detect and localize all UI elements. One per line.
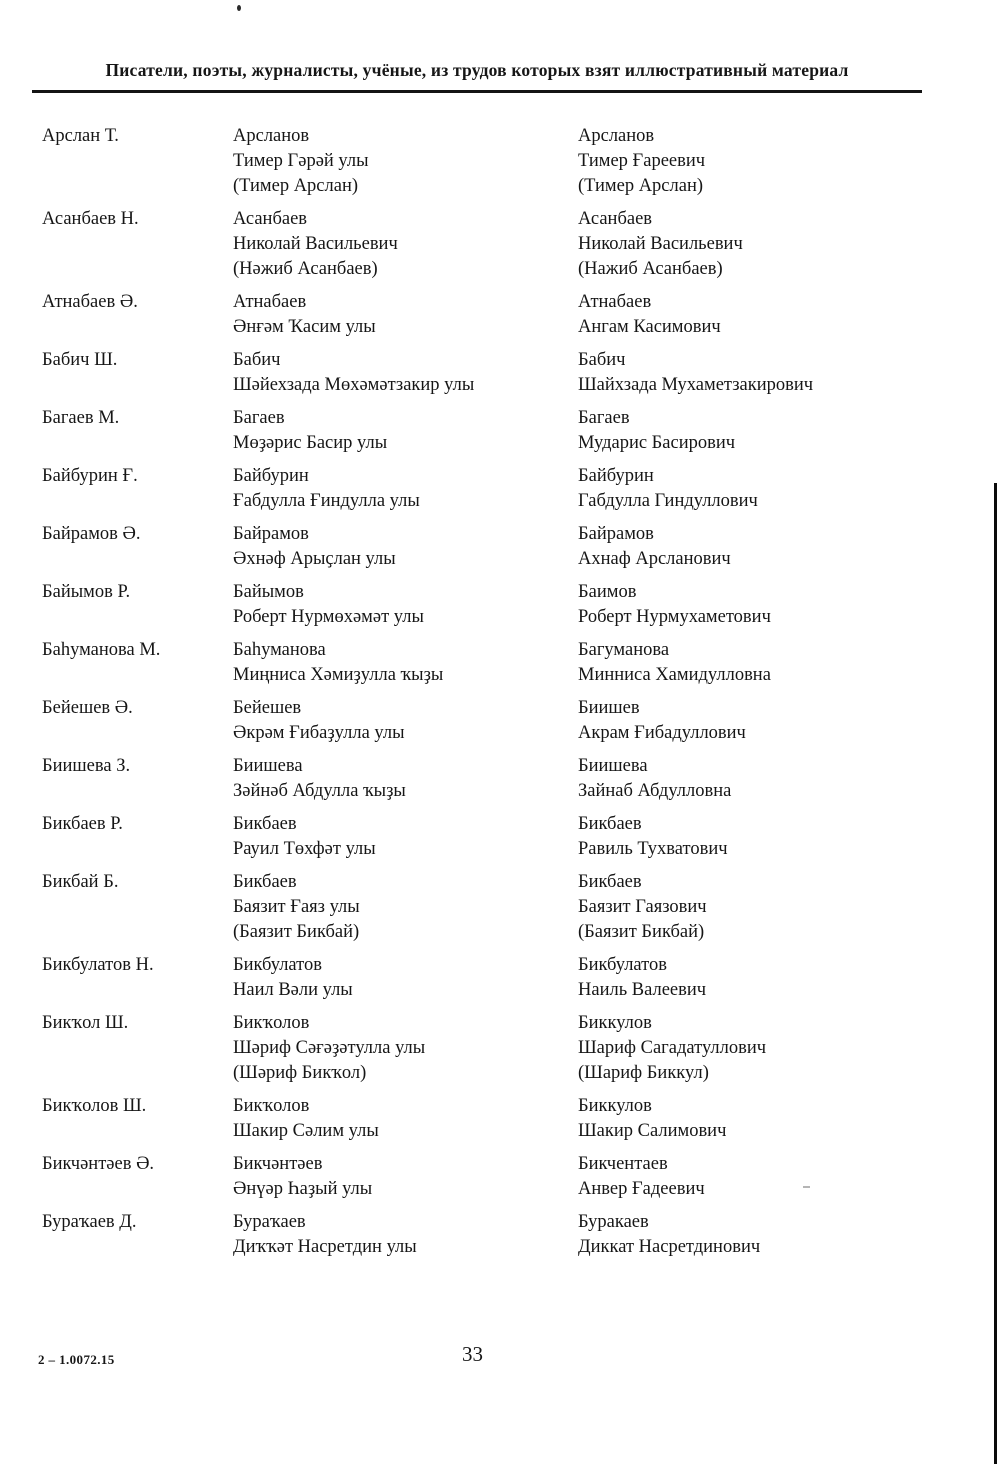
name-line: Байрамов [233,524,309,544]
author-bashkir-name [233,754,578,804]
name-line: Роберт Нурмухаметович [578,607,771,627]
author-russian-name [578,1011,982,1086]
name-line: Биккулов [578,1096,652,1116]
name-line: Бикчентаев [578,1154,668,1174]
author-abbr: Бикчәнтәев Ә. [42,1154,155,1174]
name-line: Шәриф Сәғәҙәтулла улы [233,1038,426,1058]
author-row [42,638,982,688]
author-abbr: Атнабаев Ә. [42,292,138,312]
name-line: (Нажиб Асанбаев) [578,259,723,279]
page-header-title: Писатели, поэты, журналисты, учёные, из трудов которых взят иллюстративный материал [105,60,849,80]
author-russian-name [578,953,982,1003]
name-line: Ахнаф Арсланович [578,549,731,569]
name-line: Байбурин [578,466,654,486]
name-line: Баязит Ғаяз улы [233,897,360,917]
name-line: Байрамов [578,524,654,544]
name-line: (Баязит Бикбай) [578,922,705,942]
name-line: Бейешев [233,698,302,718]
name-line: Минниса Хамидулловна [578,665,771,685]
name-line: Арсланов [578,126,655,146]
name-line: Бикбулатов [578,955,667,975]
name-line: Николай Васильевич [233,234,398,254]
author-bashkir-name [233,348,578,398]
name-line: Габдулла Гиндуллович [578,491,758,511]
name-line: Шариф Сагадатуллович [578,1038,767,1058]
scan-artifact-dot [237,5,241,11]
name-line: Ғабдулла Ғиндулла улы [233,491,420,511]
name-line: Роберт Нурмөхәмәт улы [233,607,424,627]
author-bashkir-name [233,953,578,1003]
name-line: Асанбаев [233,209,308,229]
author-russian-name [578,1152,982,1202]
name-line: Миңниса Хәмиҙулла ҡыҙы [233,665,444,685]
author-russian-name [578,638,982,688]
author-abbr: Бабич Ш. [42,350,118,370]
name-line: Баязит Гаязович [578,897,707,917]
author-row [42,754,982,804]
author-russian-name [578,1094,982,1144]
name-line: Биишева [233,756,303,776]
name-line: Бураҡаев [233,1212,306,1232]
name-line: Әнғәм Ҡасим улы [233,317,376,337]
name-line: Николай Васильевич [578,234,743,254]
name-line: Багуманова [578,640,670,660]
name-line: (Нәжиб Асанбаев) [233,259,378,279]
author-bashkir-name [233,1094,578,1144]
author-row [42,1011,982,1086]
author-russian-name [578,290,982,340]
name-line: Тимер Гәрәй улы [233,151,369,171]
name-line: Әхнәф Арыҫлан улы [233,549,396,569]
author-row [42,522,982,572]
name-line: Рауил Төхфәт улы [233,839,376,859]
author-russian-name [578,522,982,572]
name-line: Шәйехзада Мөхәмәтзакир улы [233,375,475,395]
author-bashkir-name [233,406,578,456]
edition-code: 2 – 1.0072.15 [38,1352,115,1367]
author-row [42,124,982,199]
name-line: (Тимер Арслан) [578,176,704,196]
page-number: 33 [462,1342,483,1366]
author-abbr: Бикҡол Ш. [42,1013,129,1033]
author-abbr: Бураҡаев Д. [42,1212,137,1232]
author-abbr: Бикбулатов Н. [42,955,154,975]
author-abbr: Биишева З. [42,756,131,776]
author-row [42,1094,982,1144]
name-line: Диҡҡәт Насретдин улы [233,1237,417,1257]
name-line: Баһуманова [233,640,326,660]
author-row [42,207,982,282]
name-line: Атнабаев [578,292,652,312]
name-line: Бикбаев [233,872,297,892]
author-row [42,812,982,862]
author-bashkir-name [233,1152,578,1202]
name-line: Баимов [578,582,637,602]
author-row [42,290,982,340]
author-bashkir-name [233,207,578,282]
name-line: (Тимер Арслан) [233,176,359,196]
author-russian-name [578,406,982,456]
name-line: Арсланов [233,126,310,146]
name-line: Байымов [233,582,304,602]
author-russian-name [578,580,982,630]
author-bashkir-name [233,696,578,746]
name-line: Анвер Ғадеевич [578,1179,705,1199]
name-line: (Баязит Бикбай) [233,922,360,942]
scan-edge-line [994,483,997,1464]
author-row [42,464,982,514]
name-line: Мөҙәрис Басир улы [233,433,388,453]
author-russian-name [578,754,982,804]
name-line: Багаев [233,408,285,428]
author-abbr: Бикбаев Р. [42,814,123,834]
name-line: Биишева [578,756,648,776]
author-bashkir-name [233,580,578,630]
author-row [42,870,982,945]
author-bashkir-name [233,812,578,862]
author-russian-name [578,870,982,945]
name-line: Биккулов [578,1013,652,1033]
author-abbr: Байымов Р. [42,582,131,602]
author-abbr: Баһуманова М. [42,640,161,660]
name-line: Ангам Касимович [578,317,721,337]
author-bashkir-name [233,870,578,945]
name-line: Бикҡолов [233,1013,310,1033]
name-line: Шайхзада Мухаметзакирович [578,375,814,395]
name-line: (Шариф Биккул) [578,1063,709,1083]
name-line: Бикҡолов [233,1096,310,1116]
author-row [42,580,982,630]
name-line: Әнүәр Һаҙый улы [233,1179,373,1199]
author-russian-name [578,696,982,746]
name-line: Бикбаев [578,814,642,834]
author-russian-name [578,124,982,199]
author-abbr: Арслан Т. [42,126,119,146]
author-bashkir-name [233,124,578,199]
author-row [42,348,982,398]
author-russian-name [578,1210,982,1260]
name-line: (Шәриф Бикҡол) [233,1063,367,1083]
author-russian-name [578,207,982,282]
author-russian-name [578,464,982,514]
name-line: Бабич [233,350,281,370]
author-russian-name [578,348,982,398]
author-row [42,1152,982,1202]
author-abbr: Бикҡолов Ш. [42,1096,147,1116]
name-line: Багаев [578,408,630,428]
author-row [42,1210,982,1260]
name-line: Бикчәнтәев [233,1154,323,1174]
name-line: Биишев [578,698,640,718]
name-line: Шакир Салимович [578,1121,727,1141]
name-line: Асанбаев [578,209,653,229]
author-abbr: Байбурин Ғ. [42,466,138,486]
name-line: Мударис Басирович [578,433,736,453]
name-line: Зайнаб Абдулловна [578,781,732,801]
author-bashkir-name [233,522,578,572]
name-line: Бабич [578,350,626,370]
author-bashkir-name [233,1011,578,1086]
name-line: Байбурин [233,466,309,486]
name-line: Бикбулатов [233,955,322,975]
author-bashkir-name [233,1210,578,1260]
name-line: Равиль Тухватович [578,839,728,859]
name-line: Бикбаев [233,814,297,834]
author-abbr: Байрамов Ә. [42,524,141,544]
author-abbr: Багаев М. [42,408,120,428]
name-line: Акрам Ғибадуллович [578,723,746,743]
scan-artifact-dash [803,1186,810,1188]
author-abbr: Бейешев Ә. [42,698,133,718]
authors-list [42,124,982,1268]
name-line: Диккат Насретдинович [578,1237,761,1257]
name-line: Шакир Сәлим улы [233,1121,379,1141]
name-line: Атнабаев [233,292,307,312]
name-line: Зәйнәб Абдулла ҡыҙы [233,781,406,801]
author-bashkir-name [233,464,578,514]
name-line: Наиль Валеевич [578,980,707,1000]
header-rule [32,90,922,93]
author-bashkir-name [233,290,578,340]
name-line: Бикбаев [578,872,642,892]
author-bashkir-name [233,638,578,688]
name-line: Буракаев [578,1212,649,1232]
name-line: Тимер Ғареевич [578,151,706,171]
author-row [42,406,982,456]
author-abbr: Бикбай Б. [42,872,119,892]
author-row [42,696,982,746]
name-line: Әкрәм Ғибаҙулла улы [233,723,405,743]
author-russian-name [578,812,982,862]
author-row [42,953,982,1003]
author-abbr: Асанбаев Н. [42,209,139,229]
name-line: Наил Вәли улы [233,980,353,1000]
